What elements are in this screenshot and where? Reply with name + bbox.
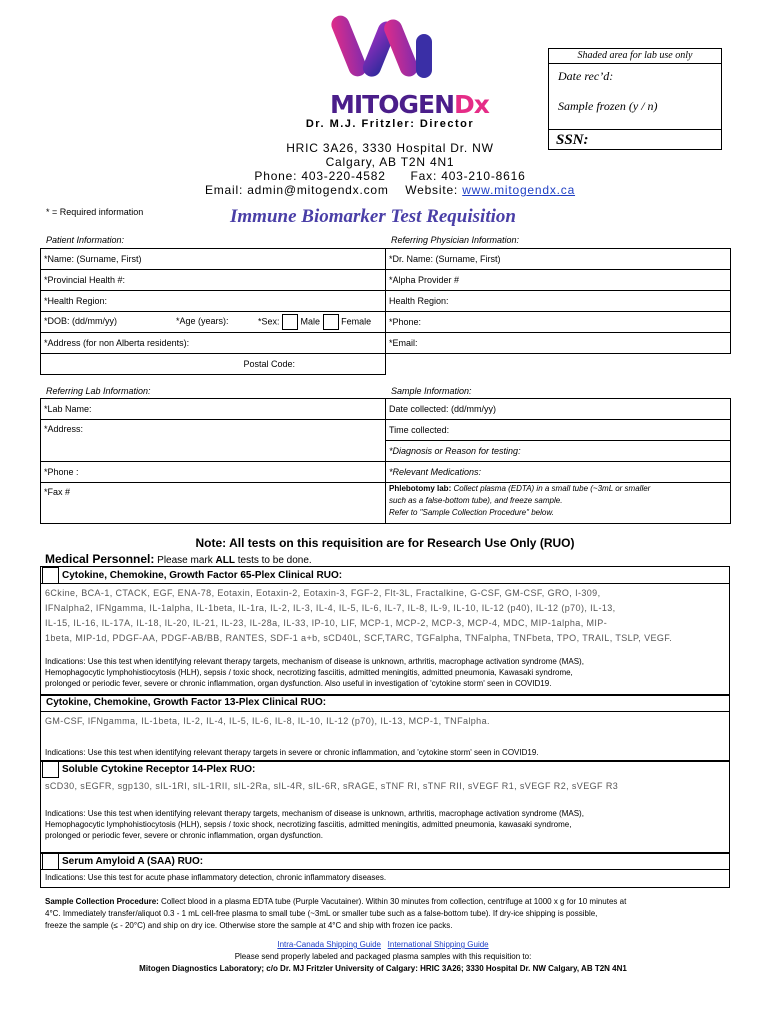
dob-field[interactable]: *DOB: (dd/mm/yy) [44,316,118,327]
medical-personnel-label: Medical Personnel: [45,552,155,566]
panel-receptor-analytes: sCD30, sEGFR, sgp130, sIL-1RI, sIL-1RII, sIL-2Ra, sIL-4R, sIL-6R, sRAGE, sTNF RI, sTNF RII, sVEGF R1, sVEGF R2, sVEGF R3 [45,781,619,791]
director-line: Dr. M.J. Fritzler: Director [305,118,475,130]
panel-receptor-checkbox[interactable] [42,761,59,778]
patient-name-field[interactable]: *Name: (Surname, First) [41,249,386,270]
physician-health-region-field[interactable]: Health Region: [386,291,731,312]
panel-65-analytes-line: IFNalpha2, IFNgamma, IL-1alpha, IL-1beta, IL-1ra, IL-2, IL-3, IL-4, IL-5, IL-6, IL-7, IL-8, IL-9, IL-10, IL-12 (p40), IL-12 (p70), IL-13, [45,603,616,613]
panel-receptor-14-plex [40,760,730,854]
patient-section-label: Patient Information: [46,235,125,245]
ssn-field[interactable]: SSN: [556,132,589,148]
panel-65-plex-title: Cytokine, Chemokine, Growth Factor 65-Plex Clinical RUO: [62,570,343,582]
patient-address-field[interactable]: *Address (for non Alberta residents): [41,333,386,354]
logo-text: MITOGEN [330,90,455,119]
lab-phone: Phone: 403-220-4582 [254,169,386,183]
sample-section-label: Sample Information: [391,386,472,396]
phlebotomy-label: Phlebotomy lab: [389,484,454,493]
lab-address-field[interactable]: *Address: [41,420,386,462]
panel-saa-indication: Indications: Use this test for acute phase inflammatory detection, chronic inflammatory diseases. [45,873,387,882]
age-field[interactable]: *Age (years): [176,316,229,327]
panel-65-indication-line: prolonged or periodic fever, severe or chronic inflammation, organ dysfunction. Also useful in investigation of 'cytokine storm' seen in COVID19. [45,679,552,688]
ruo-note: Note: All tests on this requisition are for Research Use Only (RUO) [195,536,575,550]
patient-physician-table [40,248,731,375]
panel-13-plex [40,694,730,762]
website-label: Website: [405,183,463,197]
lab-fax-field[interactable]: *Fax # [41,483,386,524]
patient-health-region-field[interactable]: *Health Region: [41,291,386,312]
procedure-line-2: 4°C. Immediately transfer/aliquot 0.3 - 1 mL cell-free plasma to small tube (~3mL or smaller tube such as a false-bottom tube). If dry-ice shipping is possible, [45,909,598,918]
female-checkbox[interactable] [323,314,339,330]
panel-receptor-indication-line: Indications: Use this test when identifying relevant therapy targets, mechanism of disease is unknown, arthritis, macrophage activation syndrome (MAS), [45,809,584,818]
medical-text: Please mark [154,555,216,566]
international-shipping-link[interactable]: International Shipping Guide [387,940,489,949]
logo-suffix: Dx [454,90,489,119]
page-title: Immune Biomarker Test Requisition [230,206,516,227]
panel-saa-title: Serum Amyloid A (SAA) RUO: [62,856,204,868]
shipping-instruction: Please send properly labeled and packaged plasma samples with this requisition to: [234,952,532,961]
procedure-label: Sample Collection Procedure: [45,897,159,906]
medical-text-2: tests to be done. [234,555,312,566]
postal-code-field[interactable]: Postal Code: [41,354,386,375]
panel-saa [40,852,730,888]
diagnosis-field[interactable]: *Diagnosis or Reason for testing: [386,441,731,462]
panel-65-analytes-line: 6Ckine, BCA-1, CTACK, EGF, ENA-78, Eotaxin, Eotaxin-2, Eotaxin-3, FGF-2, Flt-3L, Fractalkine, G-CSF, GM-CSF, GRO, I-309, [45,588,601,598]
medical-personnel-line [45,552,312,566]
lab-name-field[interactable]: *Lab Name: [41,399,386,420]
panel-65-indication-line: Hemophagocytic lymphohistiocytosis (HLH), sepsis / toxic shock, necrotizing fasciitis, admitted meningitis, admitted pneumonia, Kawasaki syndrome, [45,668,573,677]
lab-section-label: Referring Lab Information: [46,386,151,396]
panel-65-analytes-line: 1beta, MIP-1d, PDGF-AA, PDGF-AB/BB, RANTES, SDF-1 a+b, sCD40L, SCF,TARC, TGFalpha, TNFalpha, TNFbeta, TPO, TRAIL, TSLP, VEGF. [45,633,673,643]
address-line-1: HRIC 3A26, 3330 Hospital Dr. NW [286,141,494,155]
logo-mark-icon [322,10,450,94]
collection-procedure [45,896,721,932]
phlebotomy-text-3: Refer to "Sample Collection Procedure" below. [389,508,554,517]
panel-13-analytes: GM-CSF, IFNgamma, IL-1beta, IL-2, IL-4, IL-5, IL-6, IL-8, IL-10, IL-12 (p70), IL-13, MCP-1, TNFalpha. [45,716,490,726]
date-collected-field[interactable]: Date collected: (dd/mm/yy) [386,399,731,420]
panel-receptor-indication-line: prolonged or periodic fever, severe or chronic inflammation, organ dysfunction. [45,831,323,840]
lab-email[interactable]: Email: admin@mitogendx.com [204,183,389,197]
medical-all: ALL [215,555,235,566]
panel-65-indication-line: Indications: Use this test when identifying relevant therapy targets, mechanism of disease is unknown, arthritis, macrophage activation syndrome (MAS), [45,657,584,666]
male-checkbox[interactable] [282,314,298,330]
time-collected-field[interactable]: Time collected: [386,420,731,441]
medications-field[interactable]: *Relevant Medications: [386,462,731,483]
company-logo [322,10,489,119]
panel-receptor-indication-line: Hemophagocytic lymphohistiocytosis (HLH), sepsis / toxic shock, necrotizing fasciitis, admitted meningitis, admitted pneumonia, kawasaki syndrome, [45,820,572,829]
dob-age-sex-row [41,312,386,333]
address-line-2: Calgary, AB T2N 4N1 [325,155,455,169]
phlebotomy-text-1: Collect plasma (EDTA) in a small tube (~3mL or smaller [453,484,651,493]
panel-65-analytes-line: IL-15, IL-16, IL-17A, IL-18, IL-20, IL-21, IL-23, IL-28a, IL-33, IP-10, LIF, MCP-1, MCP-2, MCP-3, MCP-4, MDC, MIP-1alpha, MIP- [45,618,608,628]
lab-use-shaded-label: Shaded area for lab use only [549,49,721,64]
lab-fax: Fax: 403-210-8616 [410,169,526,183]
male-label: Male [300,316,321,327]
phone-fax-line [180,169,600,183]
panel-65-plex [40,566,730,696]
procedure-line-1: Collect blood in a plasma EDTA tube (Purple Vacutainer). Within 30 minutes from collection, centrifuge at 1000 x g for 10 minutes at [158,897,627,906]
panel-13-plex-title: Cytokine, Chemokine, Growth Factor 13-Plex Clinical RUO: [46,697,327,708]
email-web-line [160,183,620,197]
date-received-field[interactable]: Date rec’d: [558,69,614,83]
lab-use-box [548,48,722,150]
provincial-health-field[interactable]: *Provincial Health #: [41,270,386,291]
procedure-line-3: freeze the sample (≤ - 20°C) and ship on dry ice. Otherwise store the sample at 4°C and ship with frozen ice packs. [45,921,453,930]
phlebotomy-note [386,483,731,524]
female-label: Female [341,316,372,327]
website-link[interactable]: www.mitogendx.ca [462,183,576,197]
lab-phone-field[interactable]: *Phone : [41,462,386,483]
required-info-note: * = Required information [46,207,144,217]
panel-13-indication: Indications: Use this test when identifying relevant therapy targets in severe or chronic inflammation, and 'cytokine storm' seen in COVID19. [45,748,539,757]
physician-email-field[interactable]: *Email: [386,333,731,354]
shipping-guides [45,939,721,951]
panel-saa-checkbox[interactable] [42,853,59,870]
sex-label: *Sex: [258,316,280,327]
alpha-provider-field[interactable]: *Alpha Provider # [386,270,731,291]
physician-phone-field[interactable]: *Phone: [386,312,731,333]
panel-65-plex-checkbox[interactable] [42,567,59,584]
phlebotomy-text-2: such as a false-bottom tube), and freeze sample. [389,496,563,505]
physician-section-label: Referring Physician Information: [391,235,520,245]
panel-receptor-title: Soluble Cytokine Receptor 14-Plex RUO: [62,764,256,776]
intra-canada-shipping-link[interactable]: Intra-Canada Shipping Guide [277,940,381,949]
shipping-address: Mitogen Diagnostics Laboratory; c/o Dr. MJ Fritzler University of Calgary: HRIC 3A26; 3330 Hospital Dr. NW Calgary, AB T2N 4N1 [139,964,627,973]
physician-name-field[interactable]: *Dr. Name: (Surname, First) [386,249,731,270]
sample-frozen-field[interactable]: Sample frozen (y / n) [558,99,658,113]
lab-sample-table [40,398,731,524]
